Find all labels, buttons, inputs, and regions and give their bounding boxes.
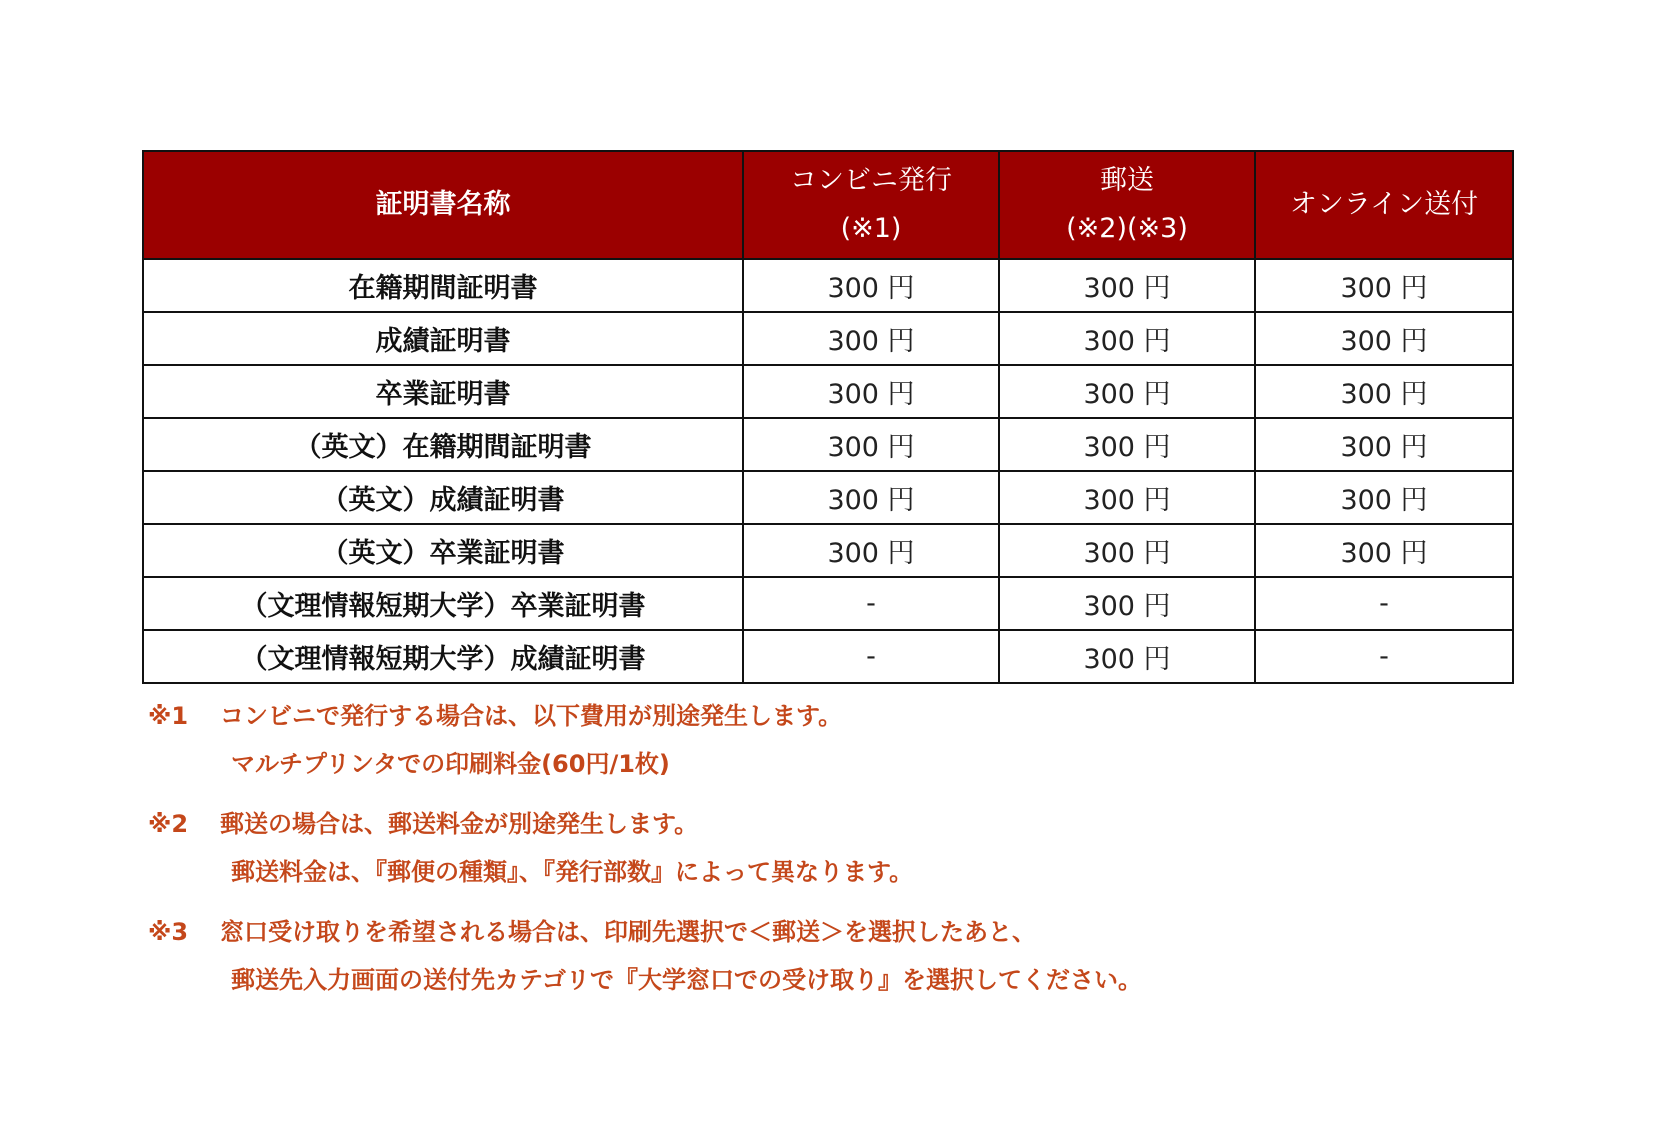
table-row xyxy=(143,524,1513,577)
table-row xyxy=(143,471,1513,524)
online-fee-cell: 300 円 xyxy=(1255,524,1513,577)
online-fee-cell: 300 円 xyxy=(1255,365,1513,418)
footnote-1-detail: マルチプリンタでの印刷料金(60円/1枚) xyxy=(231,750,670,778)
footnote-3-text: 窓口受け取りを希望される場合は、印刷先選択で＜郵送＞を選択したあと、 xyxy=(220,918,1036,946)
mail-fee-cell: 300 円 xyxy=(999,259,1255,312)
convenience-fee-cell: 300 円 xyxy=(743,312,999,365)
footnote-1-mark: ※1 xyxy=(148,702,189,730)
footnote-2-detail: 郵送料金は、『郵便の種類』、『発行部数』によって異なります。 xyxy=(231,858,914,886)
certificate-name-cell: 成績証明書 xyxy=(143,312,743,365)
header-row xyxy=(143,151,1513,259)
mail-fee-cell: 300 円 xyxy=(999,524,1255,577)
online-fee-cell: 300 円 xyxy=(1255,418,1513,471)
header-mail-label: 郵送 xyxy=(1100,165,1154,196)
online-fee-cell: - xyxy=(1255,577,1513,630)
footnotes xyxy=(148,692,1548,1016)
header-online-label: オンライン送付 xyxy=(1289,189,1479,220)
online-fee-cell: - xyxy=(1255,630,1513,683)
footnote-2-mark: ※2 xyxy=(148,810,189,838)
certificate-name-cell: （文理情報短期大学）卒業証明書 xyxy=(143,577,743,630)
convenience-fee-cell: 300 円 xyxy=(743,418,999,471)
table-body xyxy=(143,259,1513,683)
table-row xyxy=(143,365,1513,418)
table-row xyxy=(143,630,1513,683)
footnote-2 xyxy=(148,800,1548,896)
online-fee-cell: 300 円 xyxy=(1255,471,1513,524)
header-convenience-store-label: コンビニ発行 xyxy=(790,165,952,196)
certificate-name-cell: （文理情報短期大学）成績証明書 xyxy=(143,630,743,683)
header-convenience-store-note: (※1) xyxy=(840,213,902,244)
table-row xyxy=(143,312,1513,365)
mail-fee-cell: 300 円 xyxy=(999,312,1255,365)
header-certificate-name xyxy=(143,151,743,259)
footnote-3-detail: 郵送先入力画面の送付先カテゴリで『大学窓口での受け取り』を選択してください。 xyxy=(231,966,1143,994)
certificate-name-cell: （英文）成績証明書 xyxy=(143,471,743,524)
footnote-3 xyxy=(148,908,1548,1004)
footnote-1 xyxy=(148,692,1548,788)
convenience-fee-cell: - xyxy=(743,577,999,630)
footnote-1-text: コンビニで発行する場合は、以下費用が別途発生します。 xyxy=(220,702,843,730)
convenience-fee-cell: 300 円 xyxy=(743,259,999,312)
mail-fee-cell: 300 円 xyxy=(999,418,1255,471)
table-row xyxy=(143,577,1513,630)
online-fee-cell: 300 円 xyxy=(1255,259,1513,312)
mail-fee-cell: 300 円 xyxy=(999,630,1255,683)
convenience-fee-cell: 300 円 xyxy=(743,471,999,524)
certificate-name-cell: （英文）在籍期間証明書 xyxy=(143,418,743,471)
mail-fee-cell: 300 円 xyxy=(999,577,1255,630)
header-convenience-store xyxy=(743,151,999,259)
certificate-name-cell: 在籍期間証明書 xyxy=(143,259,743,312)
table-row xyxy=(143,418,1513,471)
convenience-fee-cell: - xyxy=(743,630,999,683)
convenience-fee-cell: 300 円 xyxy=(743,524,999,577)
footnote-2-text: 郵送の場合は、郵送料金が別途発生します。 xyxy=(220,810,699,838)
certificate-name-cell: （英文）卒業証明書 xyxy=(143,524,743,577)
certificate-name-cell: 卒業証明書 xyxy=(143,365,743,418)
header-mail-note: (※2)(※3) xyxy=(1066,213,1188,244)
table-row xyxy=(143,259,1513,312)
footnote-3-mark: ※3 xyxy=(148,918,189,946)
table-header xyxy=(143,151,1513,259)
convenience-fee-cell: 300 円 xyxy=(743,365,999,418)
header-mail xyxy=(999,151,1255,259)
certificate-fee-table xyxy=(142,150,1514,684)
online-fee-cell: 300 円 xyxy=(1255,312,1513,365)
mail-fee-cell: 300 円 xyxy=(999,471,1255,524)
mail-fee-cell: 300 円 xyxy=(999,365,1255,418)
header-online xyxy=(1255,151,1513,259)
header-certificate-name-label: 証明書名称 xyxy=(375,189,511,220)
